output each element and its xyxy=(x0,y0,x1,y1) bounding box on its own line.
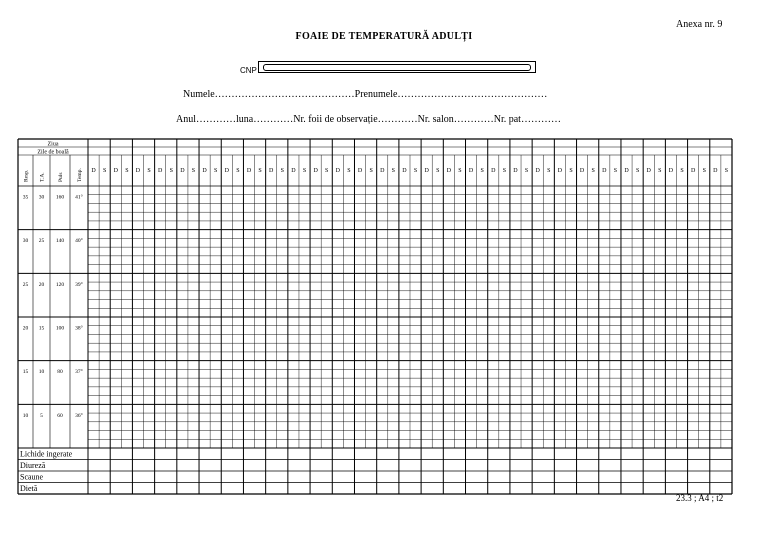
evening-label: S xyxy=(258,168,262,174)
evening-label: S xyxy=(391,168,396,174)
evening-label: S xyxy=(125,168,129,174)
resp-scale-label: 10 xyxy=(22,412,29,419)
morning-label: D xyxy=(424,168,429,174)
evening-label: S xyxy=(280,168,284,174)
ta-scale-label: 5 xyxy=(40,412,43,419)
resp-scale-label: 30 xyxy=(22,238,29,245)
morning-label: D xyxy=(246,168,252,174)
temp-scale-label: 38° xyxy=(75,325,83,332)
morning-label: D xyxy=(535,168,540,174)
evening-label: S xyxy=(302,168,307,174)
morning-label: D xyxy=(646,168,651,174)
evening-label: S xyxy=(547,168,551,174)
morning-label: D xyxy=(180,168,185,174)
morning-label: D xyxy=(557,168,563,174)
evening-label: S xyxy=(236,168,240,174)
bottom-row-label: Scaune xyxy=(20,472,44,482)
morning-label: D xyxy=(357,168,363,174)
evening-label: S xyxy=(214,168,218,174)
evening-label: S xyxy=(347,168,351,174)
puls-scale-label: 100 xyxy=(55,325,65,332)
morning-label: D xyxy=(202,168,207,174)
evening-label: S xyxy=(458,168,462,174)
morning-label: D xyxy=(579,168,585,174)
ta-scale-label: 30 xyxy=(38,194,45,201)
morning-label: D xyxy=(713,168,718,174)
form-code: 23.3 ; A4 ; t2 xyxy=(676,493,724,503)
day-row-label: Ziua xyxy=(47,141,59,148)
temp-scale-label: 40° xyxy=(75,238,83,245)
column-header-3: Puls xyxy=(58,172,64,182)
morning-label: D xyxy=(224,168,229,174)
evening-label: S xyxy=(413,168,418,174)
column-header-2: T.A. xyxy=(39,172,46,182)
evening-label: S xyxy=(102,168,107,174)
evening-label: S xyxy=(569,168,573,174)
puls-scale-label: 160 xyxy=(55,194,65,201)
evening-label: S xyxy=(680,168,684,174)
evening-label: S xyxy=(524,168,529,174)
resp-scale-label: 15 xyxy=(22,369,29,376)
temp-scale-label: 37° xyxy=(75,369,83,376)
morning-label: D xyxy=(313,168,318,174)
name-line: Numele……………………………………Prenumele……………………………………… xyxy=(183,89,548,100)
annex-number: Anexa nr. 9 xyxy=(676,19,723,30)
evening-label: S xyxy=(147,168,151,174)
morning-label: D xyxy=(602,168,607,174)
morning-label: D xyxy=(668,168,674,174)
temp-scale-label: 39° xyxy=(75,281,83,288)
temp-scale-label: 36° xyxy=(75,412,83,419)
illness-days-row-label: Zile de boală xyxy=(37,149,69,156)
puls-scale-label: 140 xyxy=(55,238,65,245)
evening-label: S xyxy=(169,168,173,174)
morning-label: D xyxy=(690,168,696,174)
bottom-row-label: Lichide ingerate xyxy=(20,449,73,459)
evening-label: S xyxy=(635,168,640,174)
page-title: FOAIE DE TEMPERATURĂ ADULȚI xyxy=(295,31,473,42)
puls-scale-label: 80 xyxy=(57,369,63,376)
evening-label: S xyxy=(325,168,329,174)
resp-scale-label: 25 xyxy=(22,281,29,288)
evening-label: S xyxy=(369,168,373,174)
evening-label: S xyxy=(613,168,618,174)
bottom-row-label: Dietă xyxy=(20,484,38,493)
ta-scale-label: 20 xyxy=(38,281,45,288)
evening-label: S xyxy=(480,168,484,174)
evening-label: S xyxy=(436,168,440,174)
ta-scale-label: 25 xyxy=(38,238,45,245)
evening-label: S xyxy=(191,168,196,174)
morning-label: D xyxy=(402,168,407,174)
morning-label: D xyxy=(158,168,163,174)
morning-label: D xyxy=(269,168,274,174)
record-line: Anul…………luna…………Nr. foii de observație…………Nr. salon…………Nr. pat………… xyxy=(176,114,561,125)
resp-scale-label: 20 xyxy=(22,325,29,332)
morning-label: D xyxy=(446,168,452,174)
morning-label: D xyxy=(291,168,296,174)
puls-scale-label: 60 xyxy=(57,412,63,419)
morning-label: D xyxy=(335,168,340,174)
evening-label: S xyxy=(724,168,729,174)
morning-label: D xyxy=(380,168,385,174)
morning-label: D xyxy=(513,168,518,174)
evening-label: S xyxy=(702,168,706,174)
morning-label: D xyxy=(468,168,474,174)
morning-label: D xyxy=(91,168,96,174)
ta-scale-label: 10 xyxy=(38,369,45,376)
morning-label: D xyxy=(491,168,496,174)
morning-label: D xyxy=(135,168,141,174)
evening-label: S xyxy=(591,168,595,174)
column-header-1: Resp. xyxy=(23,169,30,182)
morning-label: D xyxy=(113,168,118,174)
evening-label: S xyxy=(502,168,507,174)
column-header-4: Temp. xyxy=(77,168,83,182)
ta-scale-label: 15 xyxy=(38,325,45,332)
temp-scale-label: 41° xyxy=(75,194,83,201)
bottom-row-label: Diureză xyxy=(20,461,46,470)
puls-scale-label: 120 xyxy=(55,281,65,288)
evening-label: S xyxy=(658,168,662,174)
cnp-label: CNP xyxy=(240,66,257,75)
morning-label: D xyxy=(624,168,629,174)
resp-scale-label: 35 xyxy=(22,194,29,201)
